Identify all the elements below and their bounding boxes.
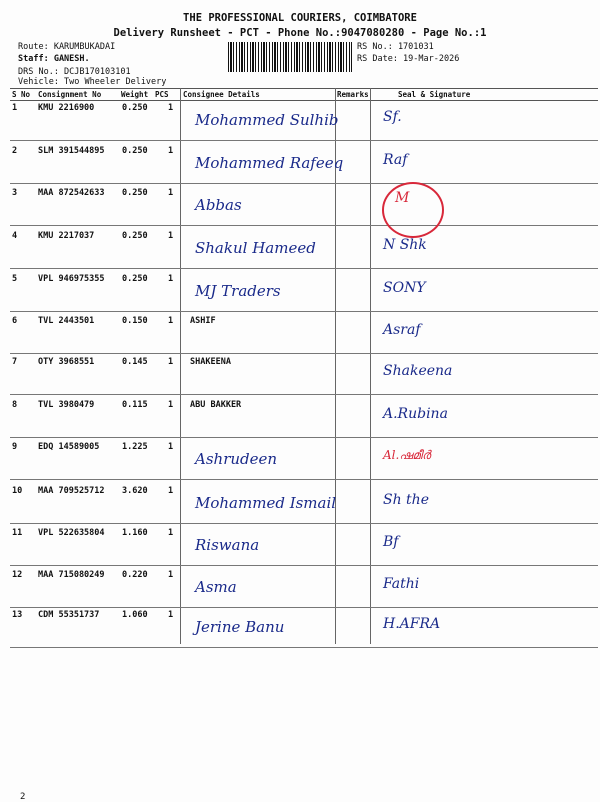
row-handwritten-name: Asma [195,578,237,596]
row-pcs: 1 [168,528,174,538]
row-weight: 0.220 [122,570,148,580]
row-handwritten-name: Jerine Banu [195,618,285,636]
row-sno: 5 [12,274,18,284]
rs-no-label: RS No.: 1701031 [357,42,434,52]
row-consignee: ABU BAKKER [190,400,242,410]
stamp-circle [382,182,444,238]
company-title: THE PROFESSIONAL COURIERS, COIMBATORE [183,12,417,24]
row-weight: 0.250 [122,188,148,198]
row-pcs: 1 [168,486,174,496]
row-signature: SONY [383,280,426,296]
row-pcs: 1 [168,103,174,113]
row-sno: 10 [12,486,23,496]
vehicle-label: Vehicle: Two Wheeler Delivery [18,77,167,87]
row-signature: A.Rubina [383,406,448,422]
row-consignment: EDQ 14589005 [38,442,100,452]
row-consignee: SHAKEENA [190,357,231,367]
row-pcs: 1 [168,400,174,410]
row-sno: 9 [12,442,18,452]
row-weight: 1.060 [122,610,148,620]
row-divider [10,140,598,141]
row-handwritten-name: Ashrudeen [195,450,278,468]
row-signature: Raf [383,152,408,168]
row-handwritten-name: Abbas [195,196,242,214]
row-weight: 0.250 [122,146,148,156]
row-signature: Bf [383,534,399,550]
row-consignment: OTY 3968551 [38,357,95,367]
row-pcs: 1 [168,442,174,452]
row-divider [10,607,598,608]
row-consignment: VPL 522635804 [38,528,105,538]
row-sno: 12 [12,570,23,580]
row-consignment: MAA 709525712 [38,486,105,496]
row-pcs: 1 [168,274,174,284]
row-pcs: 1 [168,357,174,367]
row-sno: 2 [12,146,18,156]
row-sno: 13 [12,610,23,620]
row-divider [10,268,598,269]
row-signature: Al.ഷമീർ [383,448,431,462]
row-weight: 0.145 [122,357,148,367]
row-handwritten-name: Mohammed Sulhib [195,111,339,129]
row-handwritten-name: Mohammed Rafeeq [195,154,344,172]
row-divider [10,523,598,524]
row-divider [10,565,598,566]
row-sno: 4 [12,231,18,241]
col-seal: Seal & Signature [398,90,471,99]
row-sno: 8 [12,400,18,410]
row-sno: 1 [12,103,18,113]
col-consignment: Consignment No [38,90,102,99]
row-divider [10,183,598,184]
row-divider [10,353,598,354]
row-weight: 0.250 [122,103,148,113]
row-pcs: 1 [168,316,174,326]
row-signature: M [395,190,410,206]
row-sno: 11 [12,528,23,538]
row-divider [10,479,598,480]
row-pcs: 1 [168,610,174,620]
row-signature: Sf. [383,109,402,125]
col-remarks: Remarks [337,90,369,99]
row-handwritten-name: Shakul Hameed [195,239,316,257]
row-pcs: 1 [168,231,174,241]
footer-mark: 2 [20,792,26,802]
col-consignee: Consignee Details [183,90,260,99]
row-weight: 0.250 [122,231,148,241]
col-pcs: PCS [155,90,169,99]
runsheet-subtitle: Delivery Runsheet - PCT - Phone No.:9047080280 - Page No.:1 [113,27,487,39]
row-handwritten-name: MJ Traders [195,282,281,300]
row-pcs: 1 [168,188,174,198]
row-divider [10,311,598,312]
row-divider [10,225,598,226]
row-signature: N Shk [383,237,427,253]
row-consignment: SLM 391544895 [38,146,105,156]
row-sno: 6 [12,316,18,326]
row-consignment: KMU 2216900 [38,103,95,113]
route-label: Route: KARUMBUKADAI [18,42,116,52]
row-divider [10,437,598,438]
row-weight: 1.160 [122,528,148,538]
row-consignment: MAA 872542633 [38,188,105,198]
row-consignment: TVL 3980479 [38,400,95,410]
row-consignment: KMU 2217037 [38,231,95,241]
row-divider [10,394,598,395]
row-signature: H.AFRA [383,616,441,632]
row-consignment: MAA 715080249 [38,570,105,580]
row-pcs: 1 [168,570,174,580]
barcode [228,42,352,72]
row-signature: Asraf [383,322,421,338]
row-signature: Sh the [383,492,429,508]
row-consignment: VPL 946975355 [38,274,105,284]
row-consignment: CDM 55351737 [38,610,100,620]
row-weight: 0.115 [122,400,148,410]
row-weight: 1.225 [122,442,148,452]
row-consignee: ASHIF [190,316,216,326]
col-weight: Weight [121,90,149,99]
rs-date-label: RS Date: 19-Mar-2026 [357,54,460,64]
row-sno: 3 [12,188,18,198]
drs-label: DRS No.: DCJB170103101 [18,67,131,77]
row-sno: 7 [12,357,18,367]
col-sno: S No [12,90,31,99]
row-weight: 0.150 [122,316,148,326]
row-consignment: TVL 2443501 [38,316,95,326]
row-weight: 3.620 [122,486,148,496]
row-weight: 0.250 [122,274,148,284]
row-handwritten-name: Mohammed Ismail [195,494,337,512]
row-signature: Shakeena [383,363,453,379]
row-signature: Fathi [383,576,420,592]
row-handwritten-name: Riswana [195,536,260,554]
row-divider [10,647,598,648]
row-pcs: 1 [168,146,174,156]
staff-label: Staff: GANESH. [18,54,90,64]
